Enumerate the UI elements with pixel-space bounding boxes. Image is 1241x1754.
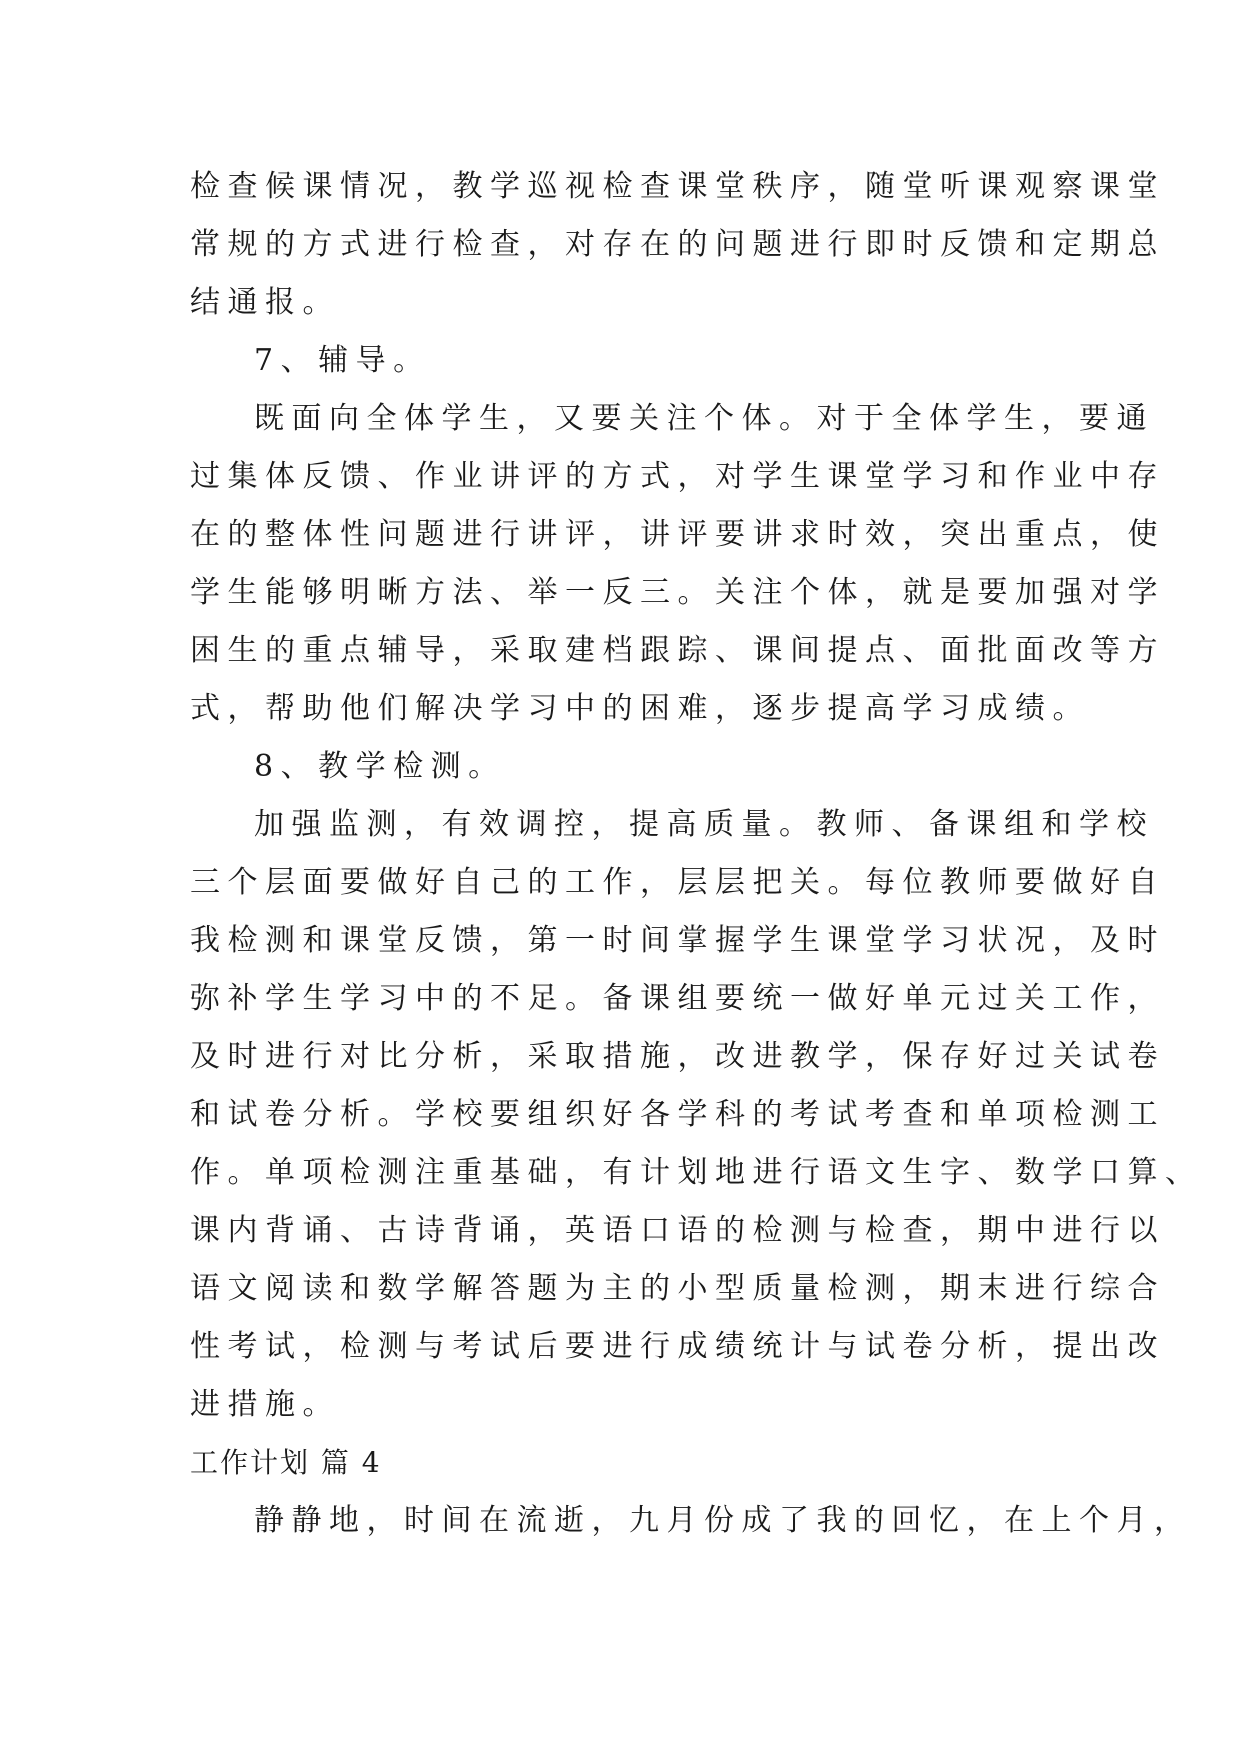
paragraph-tutoring [190, 390, 1165, 738]
text-line: 常规的方式进行检查，对存在的问题进行即时反馈和定期总 [190, 227, 1165, 262]
text-line: 结通报。 [190, 285, 340, 320]
text-line: 弥补学生学习中的不足。备课组要统一做好单元过关工作， [190, 981, 1165, 1016]
text-line: 进措施。 [190, 1387, 340, 1422]
document-page [190, 158, 1203, 1550]
text-line: 课内背诵、古诗背诵，英语口语的检测与检查，期中进行以 [190, 1213, 1165, 1248]
paragraph-work-plan-4 [190, 1492, 1192, 1550]
text-line: 三个层面要做好自己的工作，层层把关。每位教师要做好自 [190, 865, 1165, 900]
text-line: 困生的重点辅导，采取建档跟踪、课间提点、面批面改等方 [190, 633, 1165, 668]
text-line: 过集体反馈、作业讲评的方式，对学生课堂学习和作业中存 [190, 459, 1165, 494]
section-title: 工作计划 篇 4 [190, 1446, 382, 1479]
text-line: 在的整体性问题进行讲评，讲评要讲求时效，突出重点，使 [190, 517, 1165, 552]
text-line: 及时进行对比分析，采取措施，改进教学，保存好过关试卷 [190, 1039, 1165, 1074]
text-line: 我检测和课堂反馈，第一时间掌握学生课堂学习状况，及时 [190, 923, 1165, 958]
text-line: 静静地，时间在流逝，九月份成了我的回忆，在上个月， [254, 1503, 1192, 1538]
text-line: 学生能够明晰方法、举一反三。关注个体，就是要加强对学 [190, 575, 1165, 610]
text-line: 性考试，检测与考试后要进行成绩统计与试卷分析，提出改 [190, 1329, 1165, 1364]
text-line: 加强监测，有效调控，提高质量。教师、备课组和学校 [254, 807, 1154, 842]
paragraph-inspection-end [190, 158, 1165, 332]
heading-teaching-testing: 8、教学检测。 [254, 749, 506, 784]
text-line: 和试卷分析。学校要组织好各学科的考试考查和单项检测工 [190, 1097, 1165, 1132]
text-line: 检查候课情况，教学巡视检查课堂秩序，随堂听课观察课堂 [190, 169, 1165, 204]
text-line: 作。单项检测注重基础，有计划地进行语文生字、数学口算、 [190, 1155, 1203, 1190]
heading-tutoring: 7、辅导。 [254, 343, 431, 378]
paragraph-teaching-testing [190, 796, 1203, 1434]
text-line: 语文阅读和数学解答题为主的小型质量检测，期末进行综合 [190, 1271, 1165, 1306]
text-line: 式，帮助他们解决学习中的困难，逐步提高学习成绩。 [190, 691, 1090, 726]
text-line: 既面向全体学生，又要关注个体。对于全体学生，要通 [254, 401, 1154, 436]
